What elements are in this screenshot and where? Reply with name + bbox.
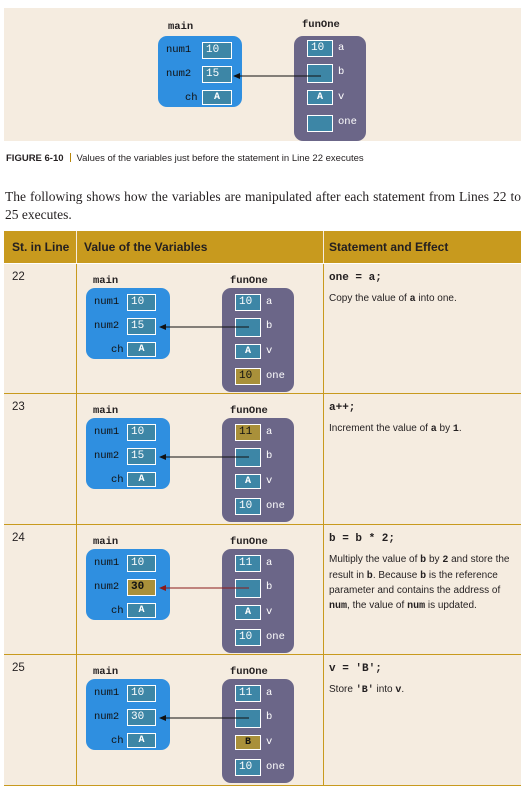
figure-caption xyxy=(6,153,364,164)
effect-code: b xyxy=(420,570,427,582)
header-divider xyxy=(323,231,324,263)
a-label: a xyxy=(266,687,273,699)
effect-code: num xyxy=(329,600,348,612)
memory-diagram xyxy=(4,8,521,141)
num1-label: num1 xyxy=(94,557,120,569)
col-header-effect: Statement and Effect xyxy=(329,240,449,254)
ch-label: ch xyxy=(111,605,124,617)
one-label: one xyxy=(266,370,285,382)
a-label: a xyxy=(338,42,345,54)
num1-label: num1 xyxy=(94,687,120,699)
num1-cell: 10 xyxy=(127,424,156,441)
column-divider xyxy=(323,264,324,393)
statement-effect xyxy=(329,292,515,308)
one-label: one xyxy=(338,116,357,128)
effect-code: num xyxy=(407,600,426,612)
table-header xyxy=(4,231,521,263)
header-divider xyxy=(76,231,77,263)
num1-label: num1 xyxy=(94,296,120,308)
one-label: one xyxy=(266,761,285,773)
effect-text: Multiply the value of xyxy=(329,554,421,565)
column-divider xyxy=(76,394,77,524)
funone-label: funOne xyxy=(230,275,268,287)
ch-label: ch xyxy=(185,92,198,104)
effect-text: into xyxy=(373,684,396,695)
one-label: one xyxy=(266,631,285,643)
main-label: main xyxy=(93,536,119,548)
statement-effect xyxy=(329,422,515,438)
funone-label: funOne xyxy=(230,666,268,678)
one-cell: 10 xyxy=(235,759,261,776)
figure-panel xyxy=(4,8,521,141)
column-divider xyxy=(323,655,324,785)
num2-cell: 15 xyxy=(202,66,232,83)
effect-text: Increment the value of xyxy=(329,423,431,434)
num2-label: num2 xyxy=(94,450,120,462)
effect-text: , the value of xyxy=(347,599,408,611)
num1-label: num1 xyxy=(166,44,192,56)
column-divider xyxy=(76,264,77,393)
line-number: 24 xyxy=(12,532,25,544)
effect-text: into one. xyxy=(415,293,457,304)
b-label: b xyxy=(266,320,273,332)
one-cell: 10 xyxy=(235,368,261,385)
num2-cell: 30 xyxy=(127,579,156,596)
column-divider xyxy=(323,394,324,524)
effect-text: is updated. xyxy=(425,599,477,611)
line-number: 25 xyxy=(12,662,25,674)
ch-cell: A xyxy=(127,472,156,487)
num1-cell: 10 xyxy=(127,555,156,572)
effect-code: 2 xyxy=(442,555,449,566)
v-label: v xyxy=(266,345,273,357)
num2-cell: 30 xyxy=(127,709,156,726)
main-label: main xyxy=(93,405,119,417)
funone-label: funOne xyxy=(302,19,340,31)
ch-label: ch xyxy=(111,344,124,356)
a-cell: 10 xyxy=(307,40,333,57)
table-row xyxy=(4,264,521,393)
v-cell: A xyxy=(235,605,261,620)
col-header-values: Value of the Variables xyxy=(84,240,208,254)
main-label: main xyxy=(93,666,119,678)
effect-code: a xyxy=(409,294,416,305)
a-label: a xyxy=(266,426,273,438)
main-label: main xyxy=(93,275,119,287)
statement-code: v = 'B'; xyxy=(329,663,382,675)
effect-text: by xyxy=(436,423,453,434)
num2-cell: 15 xyxy=(127,318,156,335)
column-divider xyxy=(76,655,77,785)
effect-text: . xyxy=(401,684,405,695)
effect-text: by xyxy=(426,554,443,565)
reference-arrow xyxy=(4,8,521,141)
num1-cell: 10 xyxy=(127,294,156,311)
statement-code: b = b * 2; xyxy=(329,533,396,545)
b-label: b xyxy=(266,450,273,462)
statement-code: one = a; xyxy=(329,272,382,284)
a-cell: 10 xyxy=(235,294,261,311)
statement-effect xyxy=(329,553,515,614)
table-row xyxy=(4,394,521,524)
v-label: v xyxy=(338,91,345,103)
effect-text: Copy the value of xyxy=(329,293,410,304)
a-cell: 11 xyxy=(235,685,261,702)
ch-cell: A xyxy=(127,733,156,748)
effect-text: . Because xyxy=(372,569,421,581)
figure-number: FIGURE 6-10 xyxy=(6,153,64,164)
table-row xyxy=(4,655,521,785)
col-header-line: St. in Line xyxy=(12,240,70,254)
a-cell: 11 xyxy=(235,555,261,572)
column-divider xyxy=(323,525,324,654)
num1-cell: 10 xyxy=(127,685,156,702)
b-label: b xyxy=(338,66,345,78)
table-row xyxy=(4,525,521,654)
num2-label: num2 xyxy=(166,68,192,80)
intro-paragraph: The following shows how the variables are manipulated after each statement from Lines 22 to 25 executes. xyxy=(5,189,521,222)
effect-code: 'B' xyxy=(355,685,374,696)
num1-label: num1 xyxy=(94,426,120,438)
reference-arrow xyxy=(4,264,521,393)
funone-label: funOne xyxy=(230,405,268,417)
one-label: one xyxy=(266,500,285,512)
effect-code: a xyxy=(430,424,437,435)
v-cell: A xyxy=(307,90,333,105)
effect-code: b xyxy=(366,570,373,582)
a-label: a xyxy=(266,557,273,569)
v-label: v xyxy=(266,606,273,618)
v-cell: A xyxy=(235,344,261,359)
effect-code: v xyxy=(395,685,402,696)
funone-label: funOne xyxy=(230,536,268,548)
effect-text: . xyxy=(458,423,462,434)
effect-code: 1 xyxy=(452,424,459,435)
ch-cell: A xyxy=(127,603,156,618)
b-label: b xyxy=(266,581,273,593)
a-label: a xyxy=(266,296,273,308)
num2-label: num2 xyxy=(94,711,120,723)
line-number: 22 xyxy=(12,271,25,283)
line-number: 23 xyxy=(12,401,25,413)
ch-label: ch xyxy=(111,474,124,486)
row-divider xyxy=(4,785,521,786)
statement-code: a++; xyxy=(329,402,356,414)
num2-cell: 15 xyxy=(127,448,156,465)
num2-label: num2 xyxy=(94,320,120,332)
caption-text: Values of the variables just before the statement in Line 22 executes xyxy=(76,153,364,164)
a-cell: 11 xyxy=(235,424,261,441)
column-divider xyxy=(76,525,77,654)
effect-text: is the reference parameter and contains the address of xyxy=(329,569,501,596)
effect-text: Store xyxy=(329,684,356,695)
effect-text: and store the result in xyxy=(329,554,510,581)
one-cell: 10 xyxy=(235,629,261,646)
ch-label: ch xyxy=(111,735,124,747)
statement-effect xyxy=(329,683,515,699)
one-cell: 10 xyxy=(235,498,261,515)
main-label: main xyxy=(168,21,194,33)
reference-arrow xyxy=(4,655,521,785)
v-cell: B xyxy=(235,735,261,750)
v-label: v xyxy=(266,475,273,487)
b-label: b xyxy=(266,711,273,723)
reference-arrow xyxy=(4,394,521,524)
ch-cell: A xyxy=(127,342,156,357)
num2-label: num2 xyxy=(94,581,120,593)
num1-cell: 10 xyxy=(202,42,232,59)
ch-cell: A xyxy=(202,90,232,105)
effect-code: b xyxy=(420,555,427,566)
v-cell: A xyxy=(235,474,261,489)
v-label: v xyxy=(266,736,273,748)
